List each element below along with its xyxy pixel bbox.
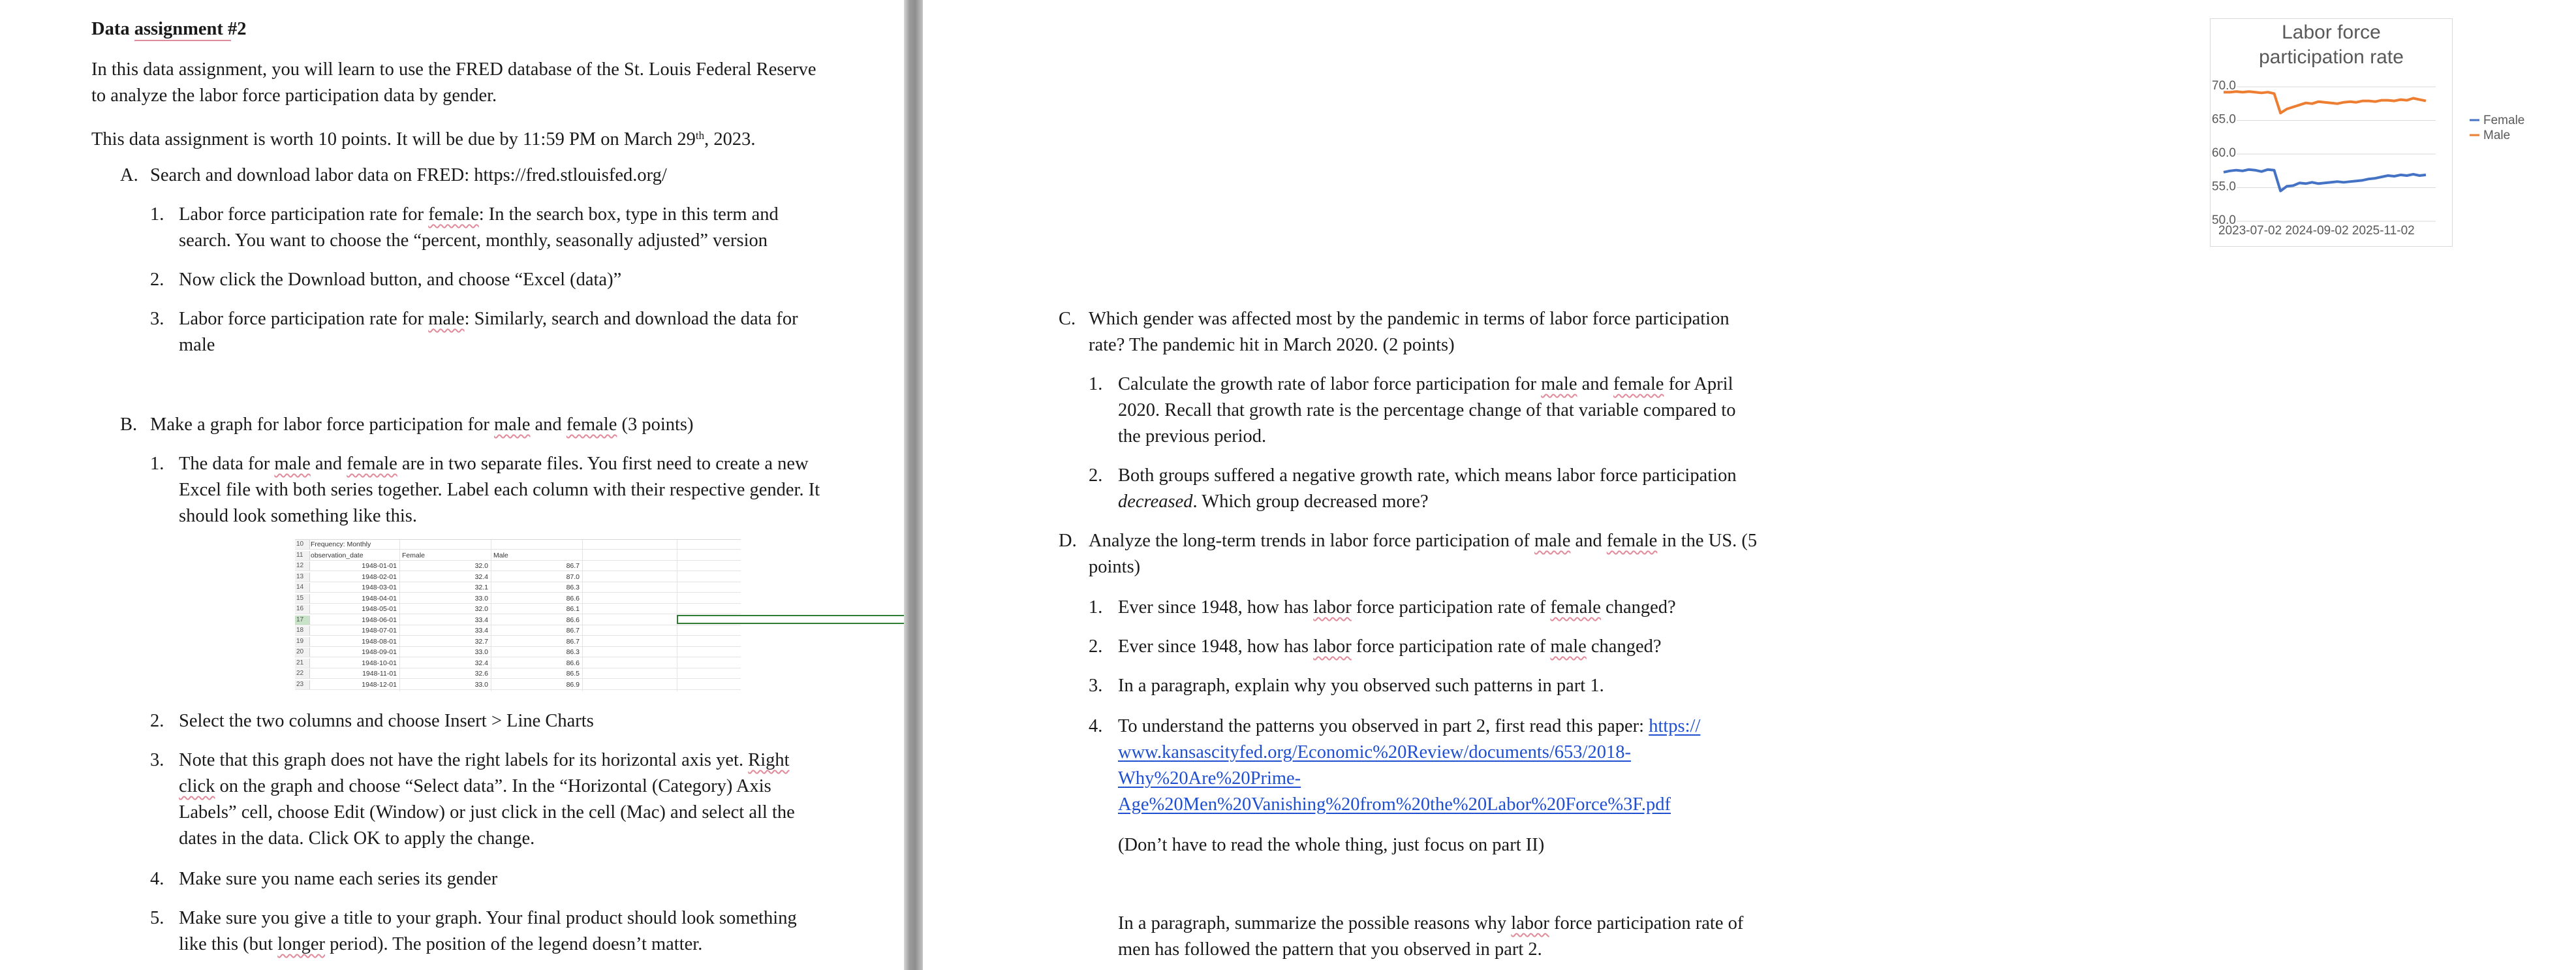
sheet-row-number: 22 [295,669,310,678]
sheet-row [295,616,741,625]
paper-link-part-3[interactable]: Why%20Are%20Prime- [1118,768,1301,789]
b5-line-1: Make sure you give a title to your graph. Your final product should look something [179,908,797,928]
d2-number: 2. [1089,636,1103,657]
sheet-row-number: 17 [295,616,310,625]
sheet-row [295,659,741,668]
y-tick-label: 55.0 [2212,180,2236,194]
c2-number: 2. [1089,465,1103,486]
a1-number: 1. [150,204,164,225]
d3-text: In a paragraph, explain why you observed such patterns in part 1. [1118,676,1604,696]
section-b-text: Make a graph for labor force participation for male and female (3 points) [150,415,694,435]
y-tick-label: 60.0 [2212,146,2236,160]
section-c-line-1: Which gender was affected most by the pandemic in terms of labor force participation [1089,309,1730,329]
b4-number: 4. [150,869,164,889]
b1-line-3: should look something like this. [179,506,417,526]
sheet-cell-date: 1948-11-01 [362,670,397,678]
intro-line-1: In this data assignment, you will learn to use the FRED database of the St. Louis Federal Reserve [91,59,816,80]
b2-text: Select the two columns and choose Insert > Line Charts [179,711,594,731]
sheet-cell-date: 1948-10-01 [362,659,397,667]
d2-text: Ever since 1948, how has labor force participation rate of male changed? [1118,636,1662,657]
legend-label-female: Female [2483,114,2525,127]
intro-line-2: to analyze the labor force participation data by gender. [91,86,497,106]
sheet-row [295,540,741,550]
sheet-cell-date: 1948-02-01 [362,572,397,581]
a3-line-1: Labor force participation rate for male: Similarly, search and download the data for [179,309,798,329]
sheet-cell-male: 86.7 [566,562,580,570]
sheet-row-number: 12 [295,561,310,571]
sheet-cell-female: 32.0 [474,605,488,613]
paper-link-part-1[interactable]: https:// [1649,716,1701,736]
y-tick-label: 70.0 [2212,79,2236,93]
section-d-line-2: points) [1089,557,1141,577]
c1-number: 1. [1089,374,1103,394]
paper-link-part-2[interactable]: www.kansascityfed.org/Economic%20Review/documents/653/2018- [1118,742,1631,762]
sheet-cell-date: 1948-06-01 [362,616,397,624]
d3-number: 3. [1089,676,1103,696]
sheet-cell-date: 1948-03-01 [362,584,397,591]
sheet-cell-male: 86.7 [566,627,580,634]
sheet-cell-female: 33.0 [474,648,488,656]
a2-text: Now click the Download button, and choose “Excel (data)” [179,270,622,290]
sheet-row-number: 10 [295,540,310,549]
chart-title-line-2: participation rate [2259,46,2404,68]
worth-line: This data assignment is worth 10 points. It will be due by 11:59 PM on March 29th, 2023. [91,129,756,149]
section-a-text: Search and download labor data on FRED: https://fred.stlouisfed.org/ [150,165,667,185]
excel-sheet-preview [295,539,741,691]
sheet-cell-date: 1948-07-01 [362,627,397,634]
d1-text: Ever since 1948, how has labor force participation rate of female changed? [1118,597,1676,618]
a2-number: 2. [150,270,164,290]
sheet-row-number: 20 [295,648,310,657]
c2-line-1: Both groups suffered a negative growth rate, which means labor force participation [1118,465,1737,486]
sheet-row [295,637,741,647]
section-d-line-1: Analyze the long-term trends in labor force participation of male and female in the US. (5 [1089,531,1758,551]
sheet-row-number: 14 [295,583,310,592]
d4-line-3 [1118,765,1301,792]
sheet-cell-female: 32.1 [474,584,488,591]
chart-title-line-1: Labor force [2282,22,2381,43]
y-tick-label: 50.0 [2212,213,2236,227]
b5-line-2: like this (but longer period). The position of the legend doesn’t matter. [179,934,703,954]
b1-number: 1. [150,454,164,474]
sheet-cell-female: 32.6 [474,670,488,678]
sheet-cell-date: 1948-01-01 [362,562,397,570]
b3-line-3: Labels” cell, choose Edit (Window) or just click in the cell (Mac) and select all the [179,802,795,822]
sheet-cell-male: 86.1 [566,605,580,613]
sheet-header-cell: Female [402,551,426,559]
sheet-cell-date: 1948-05-01 [362,605,397,613]
sheet-row-number: 19 [295,637,310,646]
y-tick-label: 65.0 [2212,112,2236,127]
series-line-male [2224,91,2426,113]
x-tick-labels: 2023-07-02 2024-09-02 2025-11-02 [2218,224,2415,238]
sheet-cell-date: 1948-04-01 [362,594,397,602]
assignment-title: Data assignment #2 [91,19,247,39]
sheet-row [295,626,741,636]
sheet-row-number: 23 [295,680,310,689]
sheet-cell-date: 1948-08-01 [362,637,397,646]
sheet-row [295,572,741,582]
sheet-row [295,561,741,571]
sheet-row-number: 11 [295,551,310,560]
section-b-label: B. [120,415,138,435]
sheet-cell-female: 33.0 [474,594,488,602]
d1-number: 1. [1089,597,1103,618]
sheet-row-number: 13 [295,572,310,582]
paper-link-part-4[interactable]: Age%20Men%20Vanishing%20from%20the%20Labor%20Force%3F.pdf [1118,794,1671,815]
chart-svg [2211,19,2576,246]
legend-label-male: Male [2483,129,2511,142]
sheet-row-number: 15 [295,594,310,603]
sheet-cell-male: 86.3 [566,584,580,591]
d5-line-2: men has followed the pattern that you observed in part 2. [1118,939,1542,960]
section-a-label: A. [120,165,138,185]
c1-line-3: the previous period. [1118,426,1267,446]
left-page [0,0,904,970]
sheet-cell-male: 86.7 [566,637,580,646]
sheet-row [295,669,741,679]
a1-line-1: Labor force participation rate for female: In the search box, type in this term and [179,204,779,225]
title-spell-underline [134,40,231,41]
sheet-row [295,594,741,604]
b1-line-1: The data for male and female are in two separate files. You first need to create a new [179,454,809,474]
d4-number: 4. [1089,716,1103,736]
sheet-header-cell: observation_date [311,551,364,559]
sheet-cell-male: 86.3 [566,648,580,656]
a3-number: 3. [150,309,164,329]
d4-line-1: To understand the patterns you observed in part 2, first read this paper: https:// [1118,716,1701,736]
section-d-label: D. [1059,531,1077,551]
c1-line-2: 2020. Recall that growth rate is the percentage change of that variable compared to [1118,400,1736,420]
section-c-label: C. [1059,309,1076,329]
sheet-cell-female: 32.7 [474,637,488,646]
sheet-cell-female: 33.4 [474,627,488,634]
sheet-cell-male: 86.6 [566,594,580,602]
sheet-cell-male: 86.6 [566,659,580,667]
sheet-cell-female: 32.4 [474,659,488,667]
sheet-cell-date: 1948-12-01 [362,680,397,689]
sheet-header-cell: Frequency: Monthly [311,540,371,548]
b3-number: 3. [150,750,164,770]
d4-line-4 [1118,791,1671,818]
d5-line-1: In a paragraph, summarize the possible reasons why labor force participation rate of [1118,913,1744,933]
sheet-cell-male: 86.9 [566,680,580,689]
sheet-cell-female: 32.0 [474,562,488,570]
section-c-line-2: rate? The pandemic hit in March 2020. (2 points) [1089,335,1455,355]
b1-line-2: Excel file with both series together. Label each column with their respective gender. It [179,480,820,500]
a1-line-2: search. You want to choose the “percent, monthly, seasonally adjusted” version [179,230,768,251]
b2-number: 2. [150,711,164,731]
d4-note: (Don’t have to read the whole thing, just focus on part II) [1118,835,1545,855]
a3-line-2: male [179,335,215,355]
sheet-header-cell: Male [493,551,508,559]
sheet-row-number: 16 [295,604,310,614]
right-page [923,0,2525,970]
sheet-cell-date: 1948-09-01 [362,648,397,656]
sheet-row [295,604,741,614]
b3-line-1: Note that this graph does not have the right labels for its horizontal axis yet. Right [179,750,790,770]
d4-line-2 [1118,739,1631,766]
sheet-row [295,583,741,593]
sheet-cell-male: 86.6 [566,616,580,624]
b4-text: Make sure you name each series its gender [179,869,498,889]
sheet-cell-female: 33.0 [474,680,488,689]
b5-number: 5. [150,908,164,928]
c2-line-2: decreased. Which group decreased more? [1118,492,1429,512]
sheet-row-number: 18 [295,626,310,635]
b3-line-2: click on the graph and choose “Select data”. In the “Horizontal (Category) Axis [179,776,771,796]
sheet-row-number: 21 [295,659,310,668]
sheet-row [295,551,741,561]
sheet-row [295,648,741,657]
sheet-cell-male: 86.5 [566,670,580,678]
sheet-cell-male: 87.0 [566,572,580,581]
sheet-cell-female: 32.4 [474,572,488,581]
c1-line-1: Calculate the growth rate of labor force participation for male and female for April [1118,374,1733,394]
labor-force-chart [2210,18,2525,247]
sheet-cell-female: 33.4 [474,616,488,624]
page-gutter [904,0,923,970]
sheet-row [295,680,741,690]
b3-line-4: dates in the data. Click OK to apply the change. [179,828,535,849]
